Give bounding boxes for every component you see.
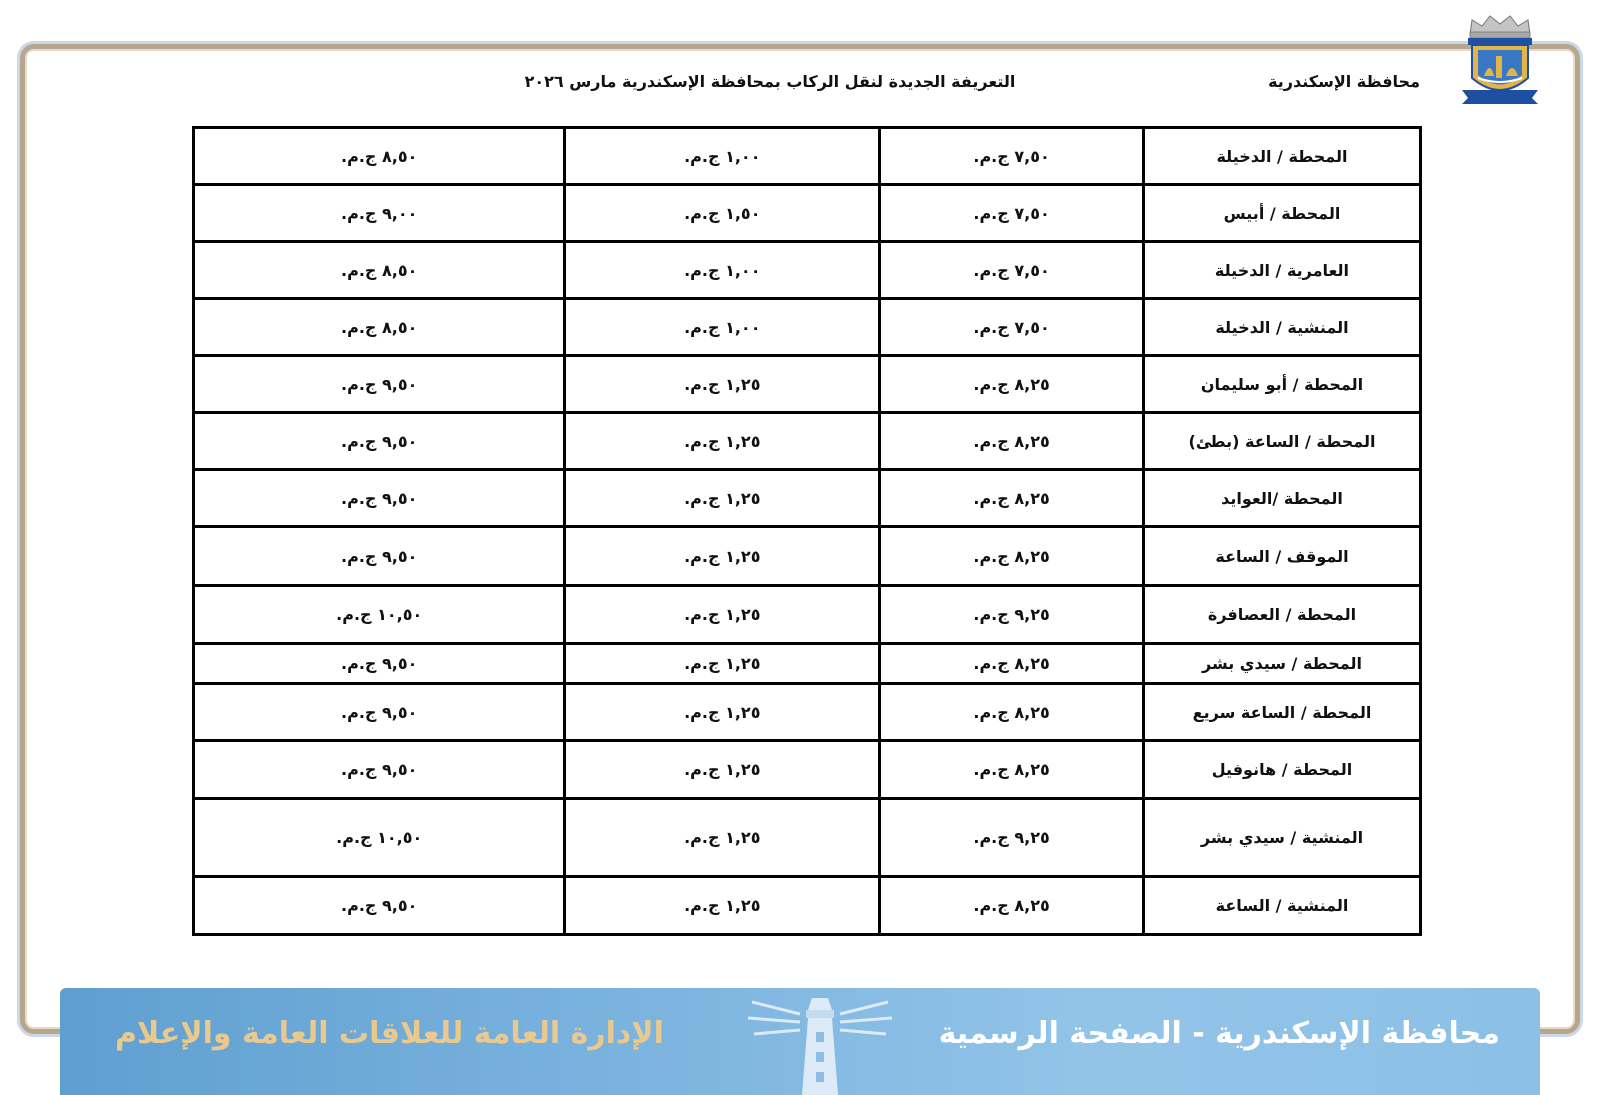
fare-cell-1: ٨,٢٥ ج.م. (880, 877, 1144, 935)
fare-cell-1: ٨,٢٥ ج.م. (880, 644, 1144, 684)
fare-cell-2: ١,٢٥ ج.م. (565, 684, 880, 741)
fare-cell-1: ٩,٢٥ ج.م. (880, 799, 1144, 877)
fare-cell-2: ١,٢٥ ج.م. (565, 877, 880, 935)
fare-cell-3: ٩,٠٠ ج.م. (194, 185, 565, 242)
table-row (194, 586, 1421, 644)
table-row (194, 470, 1421, 527)
fare-cell-3: ٩,٥٠ ج.م. (194, 877, 565, 935)
table-row (194, 527, 1421, 586)
route-cell: المنشية / الدخيلة (1143, 299, 1420, 356)
fare-cell-1: ٨,٢٥ ج.م. (880, 470, 1144, 527)
fare-cell-2: ١,٠٠ ج.م. (565, 242, 880, 299)
fare-cell-1: ٨,٢٥ ج.م. (880, 527, 1144, 586)
route-cell: المنشية / سيدي بشر (1143, 799, 1420, 877)
fare-cell-2: ١,٢٥ ج.م. (565, 586, 880, 644)
fare-cell-2: ١,٢٥ ج.م. (565, 644, 880, 684)
table-row (194, 799, 1421, 877)
table-row (194, 242, 1421, 299)
official-page-label: محافظة الإسكندرية - الصفحة الرسمية (938, 1016, 1500, 1051)
route-cell: المنشية / الساعة (1143, 877, 1420, 935)
fare-cell-3: ١٠,٥٠ ج.م. (194, 586, 565, 644)
fare-cell-2: ١,٥٠ ج.م. (565, 185, 880, 242)
public-relations-label: الإدارة العامة للعلاقات العامة والإعلام (115, 1016, 664, 1051)
document-title: التعريفة الجديدة لنقل الركاب بمحافظة الإسكندرية مارس ٢٠٢٦ (524, 72, 1016, 91)
fare-cell-2: ١,٢٥ ج.م. (565, 470, 880, 527)
fare-cell-2: ١,٢٥ ج.م. (565, 741, 880, 799)
table-row (194, 644, 1421, 684)
fare-cell-3: ٨,٥٠ ج.م. (194, 128, 565, 185)
route-cell: المحطة / الساعة سريع (1143, 684, 1420, 741)
fare-cell-3: ١٠,٥٠ ج.م. (194, 799, 565, 877)
fare-cell-3: ٩,٥٠ ج.م. (194, 527, 565, 586)
fare-cell-3: ٩,٥٠ ج.م. (194, 741, 565, 799)
table-row (194, 185, 1421, 242)
fare-cell-2: ١,٢٥ ج.م. (565, 799, 880, 877)
organization-name: محافظة الإسكندرية (1268, 72, 1420, 91)
fare-cell-3: ٩,٥٠ ج.م. (194, 356, 565, 413)
route-cell: المحطة / سيدي بشر (1143, 644, 1420, 684)
fare-cell-1: ٧,٥٠ ج.م. (880, 242, 1144, 299)
route-cell: المحطة /العوايد (1143, 470, 1420, 527)
route-cell: المحطة / أبيس (1143, 185, 1420, 242)
fare-cell-2: ١,٢٥ ج.م. (565, 356, 880, 413)
fare-cell-2: ١,٢٥ ج.م. (565, 527, 880, 586)
fare-cell-1: ٧,٥٠ ج.م. (880, 128, 1144, 185)
route-cell: المحطة / العصافرة (1143, 586, 1420, 644)
lighthouse-icon (740, 992, 900, 1095)
fare-cell-1: ٧,٥٠ ج.م. (880, 299, 1144, 356)
table-row (194, 413, 1421, 470)
route-cell: الموقف / الساعة (1143, 527, 1420, 586)
table-row (194, 356, 1421, 413)
footer-banner (60, 988, 1540, 1095)
route-cell: المحطة / هانوفيل (1143, 741, 1420, 799)
fare-cell-2: ١,٠٠ ج.م. (565, 128, 880, 185)
fare-cell-3: ٩,٥٠ ج.م. (194, 644, 565, 684)
fare-cell-1: ٨,٢٥ ج.م. (880, 413, 1144, 470)
fare-cell-1: ٨,٢٥ ج.م. (880, 684, 1144, 741)
alexandria-governorate-emblem-icon (1458, 12, 1542, 108)
tariff-table (192, 126, 1422, 936)
table-row (194, 877, 1421, 935)
route-cell: المحطة / الساعة (بطئ) (1143, 413, 1420, 470)
fare-cell-1: ٩,٢٥ ج.م. (880, 586, 1144, 644)
route-cell: المحطة / أبو سليمان (1143, 356, 1420, 413)
fare-cell-3: ٨,٥٠ ج.م. (194, 299, 565, 356)
fare-cell-2: ١,٢٥ ج.م. (565, 413, 880, 470)
fare-cell-1: ٨,٢٥ ج.م. (880, 356, 1144, 413)
route-cell: المحطة / الدخيلة (1143, 128, 1420, 185)
fare-cell-3: ٨,٥٠ ج.م. (194, 242, 565, 299)
fare-cell-3: ٩,٥٠ ج.م. (194, 684, 565, 741)
table-row (194, 299, 1421, 356)
fare-cell-3: ٩,٥٠ ج.م. (194, 413, 565, 470)
table-row (194, 741, 1421, 799)
fare-cell-3: ٩,٥٠ ج.م. (194, 470, 565, 527)
table-row (194, 128, 1421, 185)
fare-cell-1: ٧,٥٠ ج.م. (880, 185, 1144, 242)
fare-cell-1: ٨,٢٥ ج.م. (880, 741, 1144, 799)
table-row (194, 684, 1421, 741)
fare-cell-2: ١,٠٠ ج.م. (565, 299, 880, 356)
route-cell: العامرية / الدخيلة (1143, 242, 1420, 299)
